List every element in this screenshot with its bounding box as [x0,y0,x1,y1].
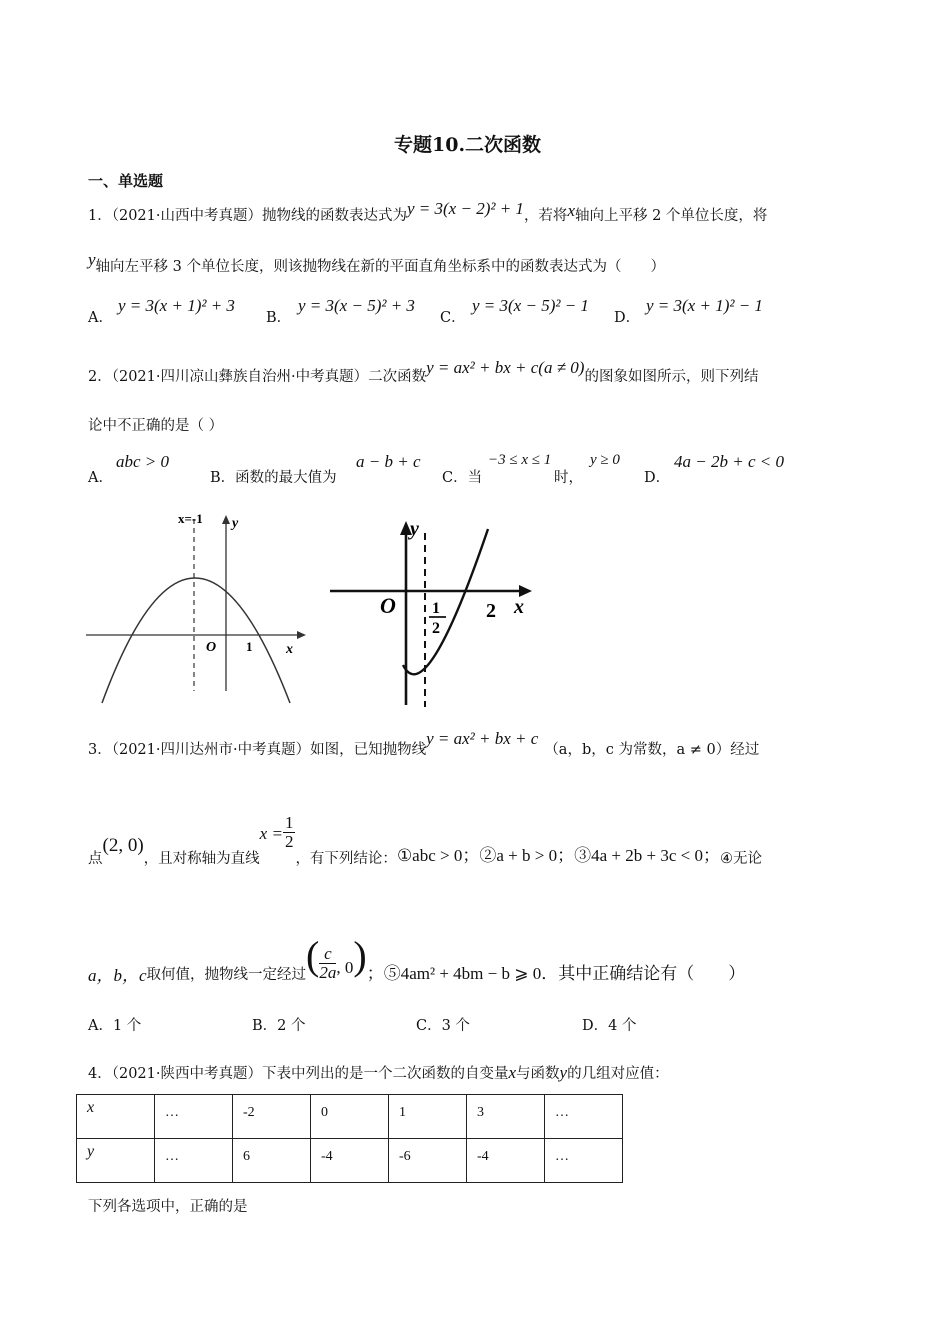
table-cell: y [77,1139,155,1183]
table-cell: -4 [311,1139,389,1183]
q3-number: 3． [88,742,112,758]
q2-option-c-suffix: 时， [554,470,583,486]
q3-pt-tail: , 0 [336,958,354,977]
q1-option-c-expr: y = 3(x − 5)² − 1 [472,296,589,315]
page-title: 专题10.二次函数 [394,134,542,156]
graph1-x-arrow-icon [297,631,306,639]
q2-line2: 论中不正确的是（ ） [88,418,224,434]
q2-option-a-expr: abc > 0 [116,452,170,471]
q3-expression: y = ax² + bx + c [426,729,539,748]
table-cell: x [77,1095,155,1139]
graph1-x-label: x [286,642,293,657]
q2-option-b-expr: a − b + c [356,452,421,471]
graph2-tick-two: 2 [486,600,496,622]
q3-axis-den: 2 [284,832,294,851]
q2-option-a-label[interactable]: A． [88,470,113,486]
q3-option-a[interactable]: A．1 个 [88,1018,142,1034]
q1-source: （2021·山西中考真题）抛物线的函数表达式为 [111,208,407,224]
q3-conclusion-1: ①abc > 0； [396,845,480,865]
q2-option-d-expr: 4a − 2b + c < 0 [674,452,784,471]
graph1-origin-label: O [206,640,217,655]
table-cell: 1 [389,1095,467,1139]
q3-point-text: 点 [88,850,103,867]
q1-line2 [88,250,665,277]
q3-axis-fraction [283,814,296,851]
q1-option-a-expr: y = 3(x + 1)² + 3 [118,296,235,315]
q1-var-x: x [567,201,575,220]
q2-graph-right [328,515,538,710]
graph2-tick-half-num: 1 [432,600,440,617]
q3-conclusion-4: ④无论 [719,850,762,867]
q4-number: 4． [88,1066,112,1082]
q4-var-x: x [508,1063,517,1082]
q3-right-paren-icon: ) [353,933,367,978]
q2-option-c-label[interactable]: C．当 [442,470,483,486]
q3-option-d[interactable]: D．4 个 [582,1018,637,1034]
graph2-origin-label: O [380,593,396,618]
table-cell: -6 [389,1139,467,1183]
q3-conclusion-2: ②a + b > 0； [479,845,575,865]
section-heading: 一、单选题 [88,172,164,190]
q1-option-d-label[interactable]: D． [614,310,641,326]
q3-source: （2021·四川达州市·中考真题）如图，已知抛物线 [111,742,427,758]
q1-expression: y = 3(x − 2)² + 1 [407,199,524,218]
table-cell: -4 [467,1139,545,1183]
q2-option-d-label[interactable]: D． [644,470,671,486]
q3-point: (2, 0) [102,834,144,856]
q1-text-b: 轴向上平移 2 个单位长度，将 [574,208,768,224]
q2-text-a: 的图象如图所示，则下列结 [584,369,759,385]
q1-option-b-expr: y = 3(x − 5)² + 3 [298,296,415,315]
q4-line1 [88,1063,669,1084]
q1-number: 1． [88,208,112,224]
graph1-axis-label: x=-1 [178,511,203,526]
q3-axis-num: 1 [284,813,294,832]
q3-option-c[interactable]: C．3 个 [416,1018,470,1034]
q2-option-c-expr: −3 ≤ x ≤ 1 [488,452,552,468]
q2-option-c-expr2: y ≥ 0 [590,452,620,468]
graph2-tick-half-den: 2 [432,620,440,637]
q2-line1 [88,358,759,387]
q1-option-b-label[interactable]: B． [266,310,292,326]
q3-point-fraction [319,945,336,982]
q2-source: （2021·四川凉山彝族自治州·中考真题）二次函数 [111,369,427,385]
graph1-y-arrow-icon [222,515,230,524]
q3-conclusion-3: ③4a + 2b + 3c < 0； [574,845,720,865]
table-cell: -2 [233,1095,311,1139]
q3-line3 [88,928,746,985]
graph2-y-label: y [410,518,419,540]
q2-graph-left [84,505,314,705]
q1-var-y: y [88,250,96,269]
q4-footer: 下列各选项中，正确的是 [88,1199,248,1215]
q4-text: （2021·陕西中考真题）下表中列出的是一个二次函数的自变量 [111,1066,509,1082]
q4-value-table [76,1094,623,1183]
q3-pt-num: c [319,945,336,964]
q3-line1 [88,729,760,760]
q3-line3-text: 取何值，抛物线一定经过 [146,967,307,983]
table-cell: … [545,1095,623,1139]
q2-option-b-label[interactable]: B．函数的最大值为 [210,470,337,486]
q1-text-a: ，若将 [523,208,568,224]
q3-conclusion-5: ；⑤4am² + 4bm − b ⩾ 0．其中正确结论有（ ） [366,964,746,983]
q3-pt-den: 2a [319,962,337,982]
q1-line1 [88,199,768,226]
graph1-y-label: y [232,516,239,531]
graph1-parabola [102,578,290,703]
table-cell: … [155,1095,233,1139]
table-cell: … [155,1139,233,1183]
q4-var-y: y [559,1063,568,1082]
q3-params: （a，b，c 为常数，a ≠ 0）经过 [544,742,760,758]
q4-text-c: 的几组对应值： [567,1066,669,1082]
q1-option-c-label[interactable]: C． [440,310,466,326]
table-cell: 3 [467,1095,545,1139]
q3-line2 [88,813,762,867]
q3-left-paren-icon: ( [306,933,320,978]
table-cell: 6 [233,1139,311,1183]
table-cell: … [545,1139,623,1183]
q3-line3-vars: a，b，c [88,966,147,985]
q2-number: 2． [88,369,112,385]
table-row [77,1095,623,1139]
q3-option-b[interactable]: B．2 个 [252,1018,306,1034]
q3-options [88,1014,888,1036]
q3-axis-x: x = [259,823,283,843]
q1-text-c: 轴向左平移 3 个单位长度，则该抛物线在新的平面直角坐标系中的函数表达式为（ ） [95,259,665,275]
q1-option-a-label[interactable]: A． [88,310,113,326]
q2-expression: y = ax² + bx + c(a ≠ 0) [426,358,585,377]
table-cell: 0 [311,1095,389,1139]
q4-text-b: 与函数 [516,1066,560,1082]
table-row [77,1139,623,1183]
graph2-x-label: x [514,596,524,618]
q3-axis-text: ，且对称轴为直线 [143,850,260,867]
q1-option-d-expr: y = 3(x + 1)² − 1 [646,296,763,315]
graph2-parabola [403,529,488,674]
graph1-tick-one: 1 [246,639,253,654]
q3-conclusions-lead: ，有下列结论： [295,850,397,867]
